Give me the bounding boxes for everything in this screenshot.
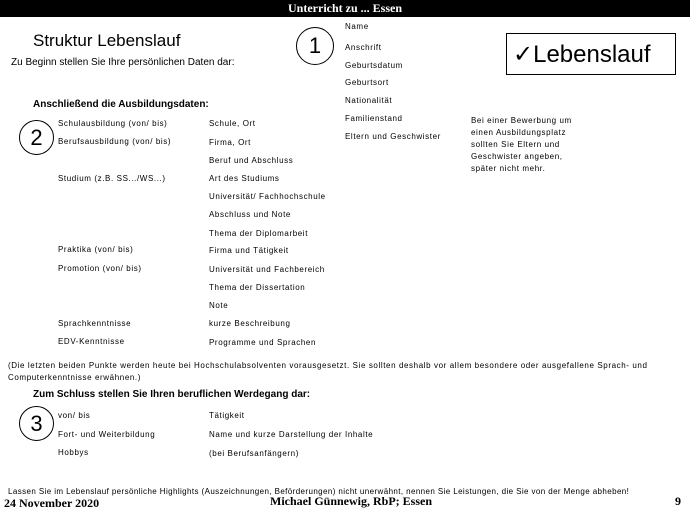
field-birthplace: Geburtsort [345, 78, 389, 87]
edu-left-internship: Praktika (von/ bis) [58, 245, 134, 254]
edu-right-study-type: Art des Studiums [209, 174, 280, 183]
career-right-training: Name und kurze Darstellung der Inhalte [209, 430, 374, 439]
education-note: (Die letzten beiden Punkte werden heute bei Hochschulabsolventen vorausgesetzt. Sie sollten deshalb vor allem besondere oder ausgefallene Sprach- und Computerkenntnisse erwähnen.) [8, 361, 648, 382]
edu-left-it: EDV-Kenntnisse [58, 337, 125, 346]
career-left-period: von/ bis [58, 411, 91, 420]
edu-right-thesis: Thema der Diplomarbeit [209, 229, 309, 238]
field-birthdate: Geburtsdatum [345, 61, 403, 70]
step-number-3: 3 [19, 406, 54, 441]
edu-right-dissertation: Thema der Dissertation [209, 283, 306, 292]
edu-right-it: Programme und Sprachen [209, 338, 317, 347]
intro-personal-data: Zu Beginn stellen Sie Ihre persönlichen Daten dar: [11, 57, 235, 68]
step-number-1: 1 [296, 27, 334, 65]
field-nationality: Nationalität [345, 96, 393, 105]
edu-right-degree: Abschluss und Note [209, 210, 291, 219]
edu-right-grade: Note [209, 301, 229, 310]
career-left-training: Fort- und Weiterbildung [58, 430, 156, 439]
section-title: Struktur Lebenslauf [33, 31, 181, 50]
edu-right-university: Universität/ Fachhochschule [209, 192, 326, 201]
edu-right-languages: kurze Beschreibung [209, 319, 291, 328]
edu-right-school: Schule, Ort [209, 119, 256, 128]
side-note: Bei einer Bewerbung um einen Ausbildungsplatz sollten Sie Eltern und Geschwister angeben, später nicht mehr. [471, 116, 572, 173]
field-name: Name [345, 22, 369, 31]
lebenslauf-box [506, 33, 676, 75]
page-number: 9 [675, 494, 681, 508]
edu-right-doctorate: Universität und Fachbereich [209, 265, 325, 274]
footer-date: 24 November 2020 [4, 496, 100, 510]
header-title: Unterricht zu ... Essen [288, 1, 402, 15]
edu-left-vocational: Berufsausbildung (von/ bis) [58, 137, 172, 146]
career-right-activity: Tätigkeit [209, 411, 245, 420]
closing-note: Lassen Sie im Lebenslauf persönliche Highlights (Auszeichnungen, Beförderungen) nicht unerwähnt, nennen Sie Leistungen, die Sie von der Menge abheben! [8, 487, 630, 496]
step-number-2: 2 [19, 120, 54, 155]
edu-left-study: Studium (z.B. SS.../WS...) [58, 174, 166, 183]
header-bar [0, 0, 690, 17]
footer-author: Michael Günnewig, RbP; Essen [270, 494, 433, 508]
edu-right-profession: Beruf und Abschluss [209, 156, 294, 165]
intro-career: Zum Schluss stellen Sie Ihren beruflichen Werdegang dar: [33, 389, 311, 400]
career-right-hobbies: (bei Berufsanfängern) [209, 449, 299, 458]
edu-left-doctorate: Promotion (von/ bis) [58, 264, 142, 273]
edu-right-internship: Firma und Tätigkeit [209, 246, 289, 255]
career-left-hobbies: Hobbys [58, 448, 89, 457]
field-parents-siblings: Eltern und Geschwister [345, 132, 441, 141]
field-marital-status: Familienstand [345, 114, 403, 123]
edu-right-vocational: Firma, Ort [209, 138, 251, 147]
edu-left-languages: Sprachkenntnisse [58, 319, 132, 328]
lebenslauf-label: ✓Lebenslauf [513, 41, 651, 68]
intro-education: Anschließend die Ausbildungsdaten: [33, 99, 209, 110]
field-address: Anschrift [345, 43, 382, 52]
edu-left-school: Schulausbildung (von/ bis) [58, 119, 168, 128]
